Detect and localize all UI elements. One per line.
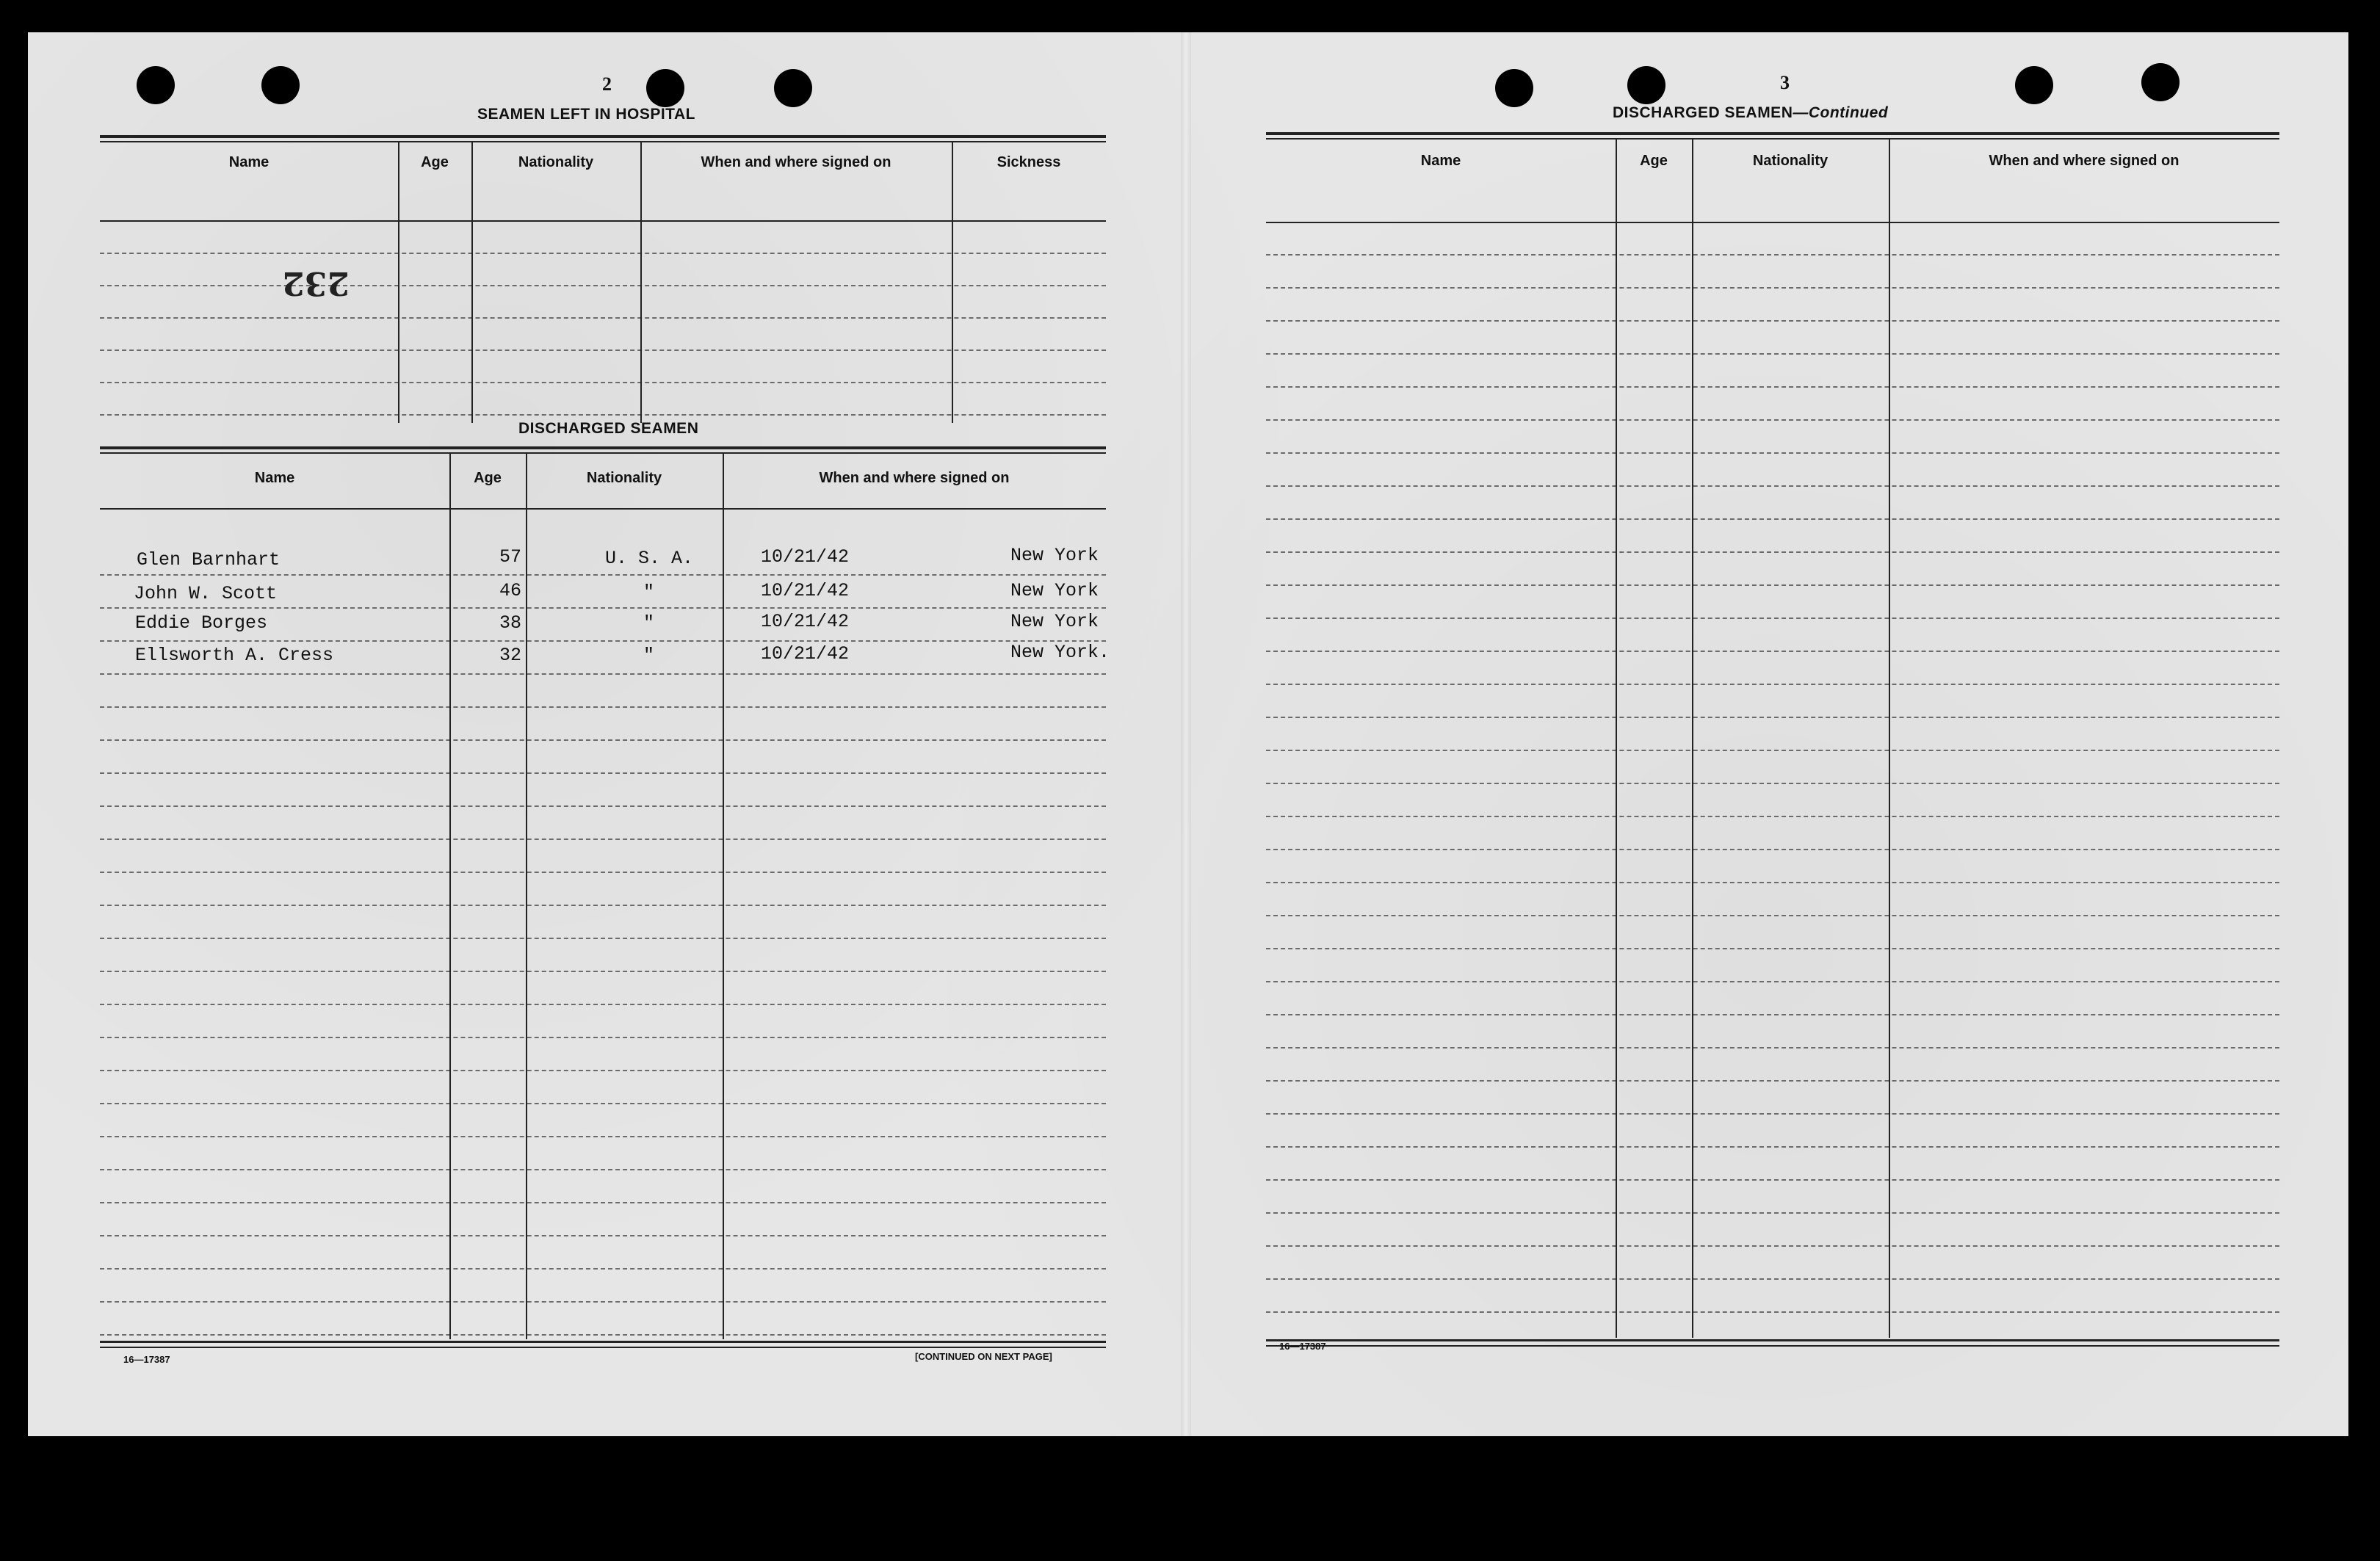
ruled-line bbox=[1266, 684, 2279, 685]
ruled-line bbox=[100, 1301, 1106, 1303]
ruled-line bbox=[100, 607, 1106, 609]
page-fold bbox=[1181, 32, 1191, 1436]
ruled-line bbox=[1266, 948, 2279, 949]
ruled-line bbox=[100, 971, 1106, 972]
section-title-hospital: SEAMEN LEFT IN HOSPITAL bbox=[477, 106, 695, 123]
header-age: Age bbox=[474, 470, 502, 486]
ruled-line bbox=[100, 574, 1106, 576]
ruled-line bbox=[100, 839, 1106, 840]
ruled-line bbox=[1266, 1047, 2279, 1048]
ruled-line bbox=[1266, 584, 2279, 586]
ruled-line bbox=[1266, 1113, 2279, 1115]
discharged-continued-table bbox=[1266, 132, 2279, 1366]
header-name: Name bbox=[254, 470, 295, 486]
seaman-age: 32 bbox=[499, 645, 522, 666]
form-number: 16—17387 bbox=[1279, 1341, 1326, 1352]
ruled-line bbox=[100, 1202, 1106, 1203]
ruled-line bbox=[1266, 750, 2279, 751]
ruled-line bbox=[1266, 816, 2279, 817]
binder-hole bbox=[1627, 66, 1665, 104]
binder-hole bbox=[261, 66, 300, 104]
page-number: 3 bbox=[1780, 72, 1790, 93]
ruled-line bbox=[100, 1070, 1106, 1071]
header-signed-on: When and where signed on bbox=[819, 470, 1010, 486]
ruled-line bbox=[1266, 1179, 2279, 1181]
handwritten-note: 232 bbox=[282, 264, 350, 302]
ruled-line bbox=[1266, 419, 2279, 421]
header-signed-on: When and where signed on bbox=[1989, 153, 2180, 169]
binder-hole bbox=[774, 69, 812, 107]
ruled-line bbox=[1266, 783, 2279, 784]
seaman-age: 38 bbox=[499, 612, 522, 634]
ruled-line bbox=[100, 938, 1106, 939]
ruled-line bbox=[1266, 320, 2279, 322]
header-name: Name bbox=[1420, 153, 1461, 169]
ruled-line bbox=[1266, 287, 2279, 289]
section-title-text: DISCHARGED SEAMEN bbox=[1613, 104, 1793, 121]
seaman-name: Ellsworth A. Cress bbox=[135, 645, 334, 666]
seaman-nationality: U. S. A. bbox=[605, 548, 694, 569]
ruled-line bbox=[1266, 1080, 2279, 1082]
ruled-line bbox=[100, 805, 1106, 807]
ruled-line bbox=[100, 673, 1106, 675]
ruled-line bbox=[1266, 1311, 2279, 1313]
header-age: Age bbox=[1640, 153, 1668, 169]
ruled-line bbox=[100, 772, 1106, 774]
binder-hole bbox=[646, 69, 684, 107]
ruled-line bbox=[1266, 1278, 2279, 1280]
ruled-line bbox=[100, 640, 1106, 642]
ruled-line bbox=[1266, 386, 2279, 388]
ruled-line bbox=[1266, 1212, 2279, 1214]
hospital-table bbox=[100, 135, 1106, 429]
continued-note: [CONTINUED ON NEXT PAGE] bbox=[915, 1351, 1052, 1362]
seaman-nationality: " bbox=[643, 582, 655, 603]
ruled-line bbox=[1266, 882, 2279, 883]
ruled-line bbox=[1266, 849, 2279, 850]
binder-hole bbox=[2141, 63, 2180, 101]
ruled-line bbox=[100, 905, 1106, 906]
seaman-name: Eddie Borges bbox=[135, 612, 268, 634]
ruled-line bbox=[100, 1004, 1106, 1005]
ruled-line bbox=[100, 706, 1106, 708]
binder-hole bbox=[137, 66, 175, 104]
form-number: 16—17387 bbox=[123, 1354, 170, 1365]
section-title-suffix: —Continued bbox=[1793, 104, 1889, 121]
ruled-line bbox=[1266, 254, 2279, 256]
signed-on-place: New York. bbox=[1010, 642, 1110, 663]
seaman-age: 57 bbox=[499, 546, 522, 568]
ruled-line bbox=[1266, 1245, 2279, 1247]
seaman-name: John W. Scott bbox=[134, 583, 278, 604]
signed-on-date: 10/21/42 bbox=[761, 580, 850, 601]
ruled-line bbox=[1266, 981, 2279, 982]
binder-hole bbox=[2015, 66, 2053, 104]
signed-on-place: New York bbox=[1010, 580, 1099, 601]
section-title-discharged: DISCHARGED SEAMEN bbox=[518, 420, 699, 437]
ruled-line bbox=[1266, 353, 2279, 355]
discharged-table bbox=[100, 446, 1110, 1357]
ruled-line bbox=[1266, 617, 2279, 619]
header-nationality: Nationality bbox=[586, 470, 662, 486]
ruled-line bbox=[100, 1334, 1106, 1336]
ruled-line bbox=[1266, 452, 2279, 454]
document-sheet bbox=[28, 32, 2348, 1436]
ruled-line bbox=[1266, 485, 2279, 487]
signed-on-date: 10/21/42 bbox=[761, 643, 850, 664]
ruled-line bbox=[1266, 1146, 2279, 1148]
ruled-line bbox=[100, 872, 1106, 873]
header-sickness: Sickness bbox=[997, 154, 1061, 170]
signed-on-date: 10/21/42 bbox=[761, 611, 850, 632]
header-nationality: Nationality bbox=[1752, 153, 1829, 169]
ruled-line bbox=[1266, 1014, 2279, 1015]
ruled-line bbox=[1266, 717, 2279, 718]
ruled-line bbox=[100, 1136, 1106, 1137]
binder-hole bbox=[1495, 69, 1533, 107]
page-number: 2 bbox=[602, 73, 612, 95]
header-nationality: Nationality bbox=[518, 154, 594, 170]
ruled-line bbox=[100, 739, 1106, 741]
header-signed-on: When and where signed on bbox=[701, 154, 891, 170]
seaman-age: 46 bbox=[499, 580, 522, 601]
section-title-discharged-continued bbox=[1613, 104, 1888, 122]
ruled-line bbox=[100, 1235, 1106, 1236]
signed-on-place: New York bbox=[1010, 545, 1099, 566]
ruled-line bbox=[1266, 518, 2279, 520]
ruled-line bbox=[1266, 915, 2279, 916]
ruled-line bbox=[100, 1169, 1106, 1170]
header-age: Age bbox=[421, 154, 449, 170]
ruled-line bbox=[1266, 551, 2279, 553]
seaman-nationality: " bbox=[643, 645, 655, 666]
ruled-line bbox=[100, 1103, 1106, 1104]
ruled-line bbox=[1266, 651, 2279, 652]
header-name: Name bbox=[228, 154, 270, 170]
signed-on-date: 10/21/42 bbox=[761, 546, 850, 568]
ruled-line bbox=[100, 1268, 1106, 1270]
seaman-nationality: " bbox=[643, 612, 655, 634]
seaman-name: Glen Barnhart bbox=[137, 549, 281, 571]
ruled-line bbox=[100, 1037, 1106, 1038]
signed-on-place: New York bbox=[1010, 611, 1099, 632]
